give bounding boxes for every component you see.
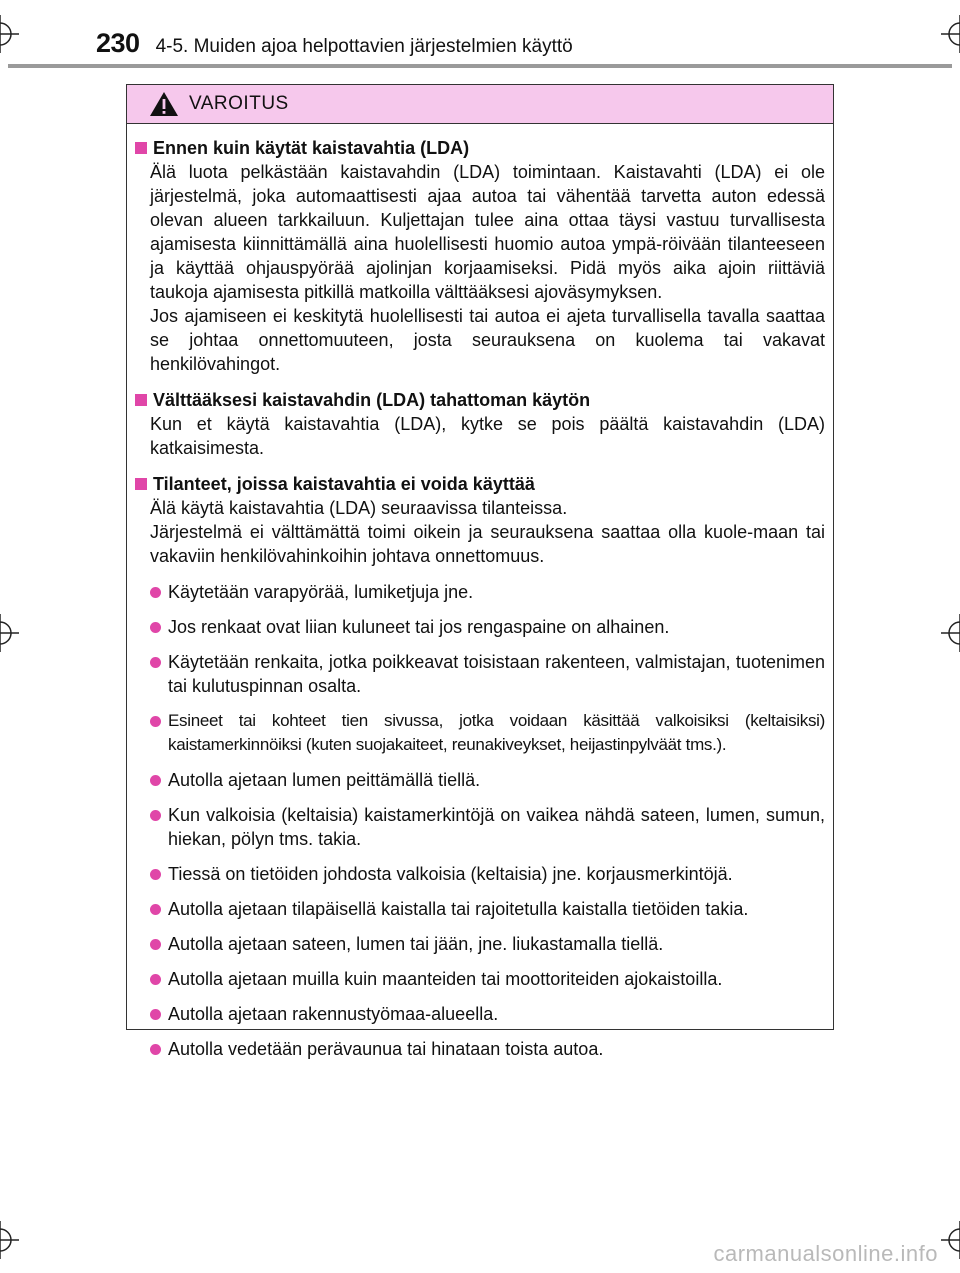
paragraph: Järjestelmä ei välttämättä toimi oikein ja seurauksena saattaa olla kuole-maan tai vakaviin henkilövahinkoihin johtava onnettomuus. [150,522,825,566]
list-item: Autolla ajetaan lumen peittämällä tiellä. [135,768,825,792]
paragraph: Kun et käytä kaistavahtia (LDA), kytke se pois päältä kaistavahdin (LDA) katkaisimesta. [150,414,825,458]
square-bullet-icon [135,142,147,154]
registration-mark-icon [941,15,960,53]
warning-box [126,84,834,1059]
warning-triangle-icon [149,91,179,117]
registration-mark-icon [0,614,19,652]
square-bullet-icon [135,394,147,406]
round-bullet-icon [150,1044,161,1055]
registration-mark-icon [0,1221,19,1259]
section-title: Ennen kuin käytät kaistavahtia (LDA) [135,136,825,160]
section-title: Välttääksesi kaistavahdin (LDA) tahattoman käytön [135,388,825,412]
warning-section [135,136,825,376]
round-bullet-icon [150,587,161,598]
header-rule [8,64,952,68]
warning-title: VAROITUS [189,93,289,114]
chapter-title: 4-5. Muiden ajoa helpottavien järjestelmien käyttö [155,36,573,57]
square-bullet-icon [135,478,147,490]
warning-section [135,388,825,460]
round-bullet-icon [150,939,161,950]
warning-section [135,472,825,1061]
round-bullet-icon [150,657,161,668]
round-bullet-icon [150,716,161,727]
watermark: carmanualsonline.info [713,1241,938,1266]
section-title: Tilanteet, joissa kaistavahtia ei voida käyttää [135,472,825,496]
list-item: Autolla ajetaan tilapäisellä kaistalla tai rajoitetulla kaistalla tietöiden takia. [135,897,825,921]
round-bullet-icon [150,1009,161,1020]
page-number: 230 [96,28,140,58]
list-item: Autolla ajetaan muilla kuin maanteiden tai moottoriteiden ajokaistoilla. [135,967,825,991]
list-item: Tiessä on tietöiden johdosta valkoisia (keltaisia) jne. korjausmerkintöjä. [135,862,825,886]
list-item: Käytetään renkaita, jotka poikkeavat toisistaan rakenteen, valmistajan, tuotenimen tai kulutuspinnan osalta. [135,650,825,698]
registration-mark-icon [941,1221,960,1259]
round-bullet-icon [150,810,161,821]
registration-mark-icon [941,614,960,652]
round-bullet-icon [150,775,161,786]
round-bullet-icon [150,869,161,880]
list-item: Käytetään varapyörää, lumiketjuja jne. [135,580,825,604]
list-item: Autolla ajetaan rakennustyömaa-alueella. [135,1002,825,1026]
list-item: Kun valkoisia (keltaisia) kaistamerkintöjä on vaikea nähdä sateen, lumen, sumun, hiekan, pölyn tms. takia. [135,803,825,851]
bullet-list [135,580,825,1061]
list-item: Autolla ajetaan sateen, lumen tai jään, jne. liukastamalla tiellä. [135,932,825,956]
round-bullet-icon [150,904,161,915]
list-item: Autolla vedetään perävaunua tai hinataan toista autoa. [135,1037,825,1061]
paragraph: Älä luota pelkästään kaistavahdin (LDA) toimintaan. Kaistavahti (LDA) ei ole järjestelmä, joka automaattisesti ajaa autoa tai vähentää tarvetta auton edessä olevan alueen tarkkailuun. Kuljettajan tulee aina ottaa täysi vastuu turvallisesta ajamisesta kiinnittämällä aina huolellisesti huomio autoa ympä-röivään tilanteeseen ja käyttää ohjauspyörää ajolinjan korjaamiseksi. Pidä myös aika ajoin riittäviä taukoja ajamisesta pitkillä matkoilla välttääksesi ajoväsymyksen. [150,162,825,302]
warning-header [127,85,833,124]
warning-body [127,124,833,1061]
page-header [96,28,573,59]
list-item: Jos renkaat ovat liian kuluneet tai jos rengaspaine on alhainen. [135,615,825,639]
round-bullet-icon [150,622,161,633]
paragraph: Älä käytä kaistavahtia (LDA) seuraavissa tilanteissa. [150,498,568,518]
round-bullet-icon [150,974,161,985]
registration-mark-icon [0,15,19,53]
paragraph: Jos ajamiseen ei keskitytä huolellisesti tai autoa ei ajeta turvallisella tavalla saattaa se johtaa onnettomuuteen, josta seurauksena on kuolema tai vakavat henkilövahingot. [150,306,825,374]
list-item: Esineet tai kohteet tien sivussa, jotka voidaan käsittää valkoisiksi (keltaisiksi) kaistamerkinnöiksi (kuten suojakaiteet, reunakiveykset, heijastinpylväät tms.). [135,709,825,757]
